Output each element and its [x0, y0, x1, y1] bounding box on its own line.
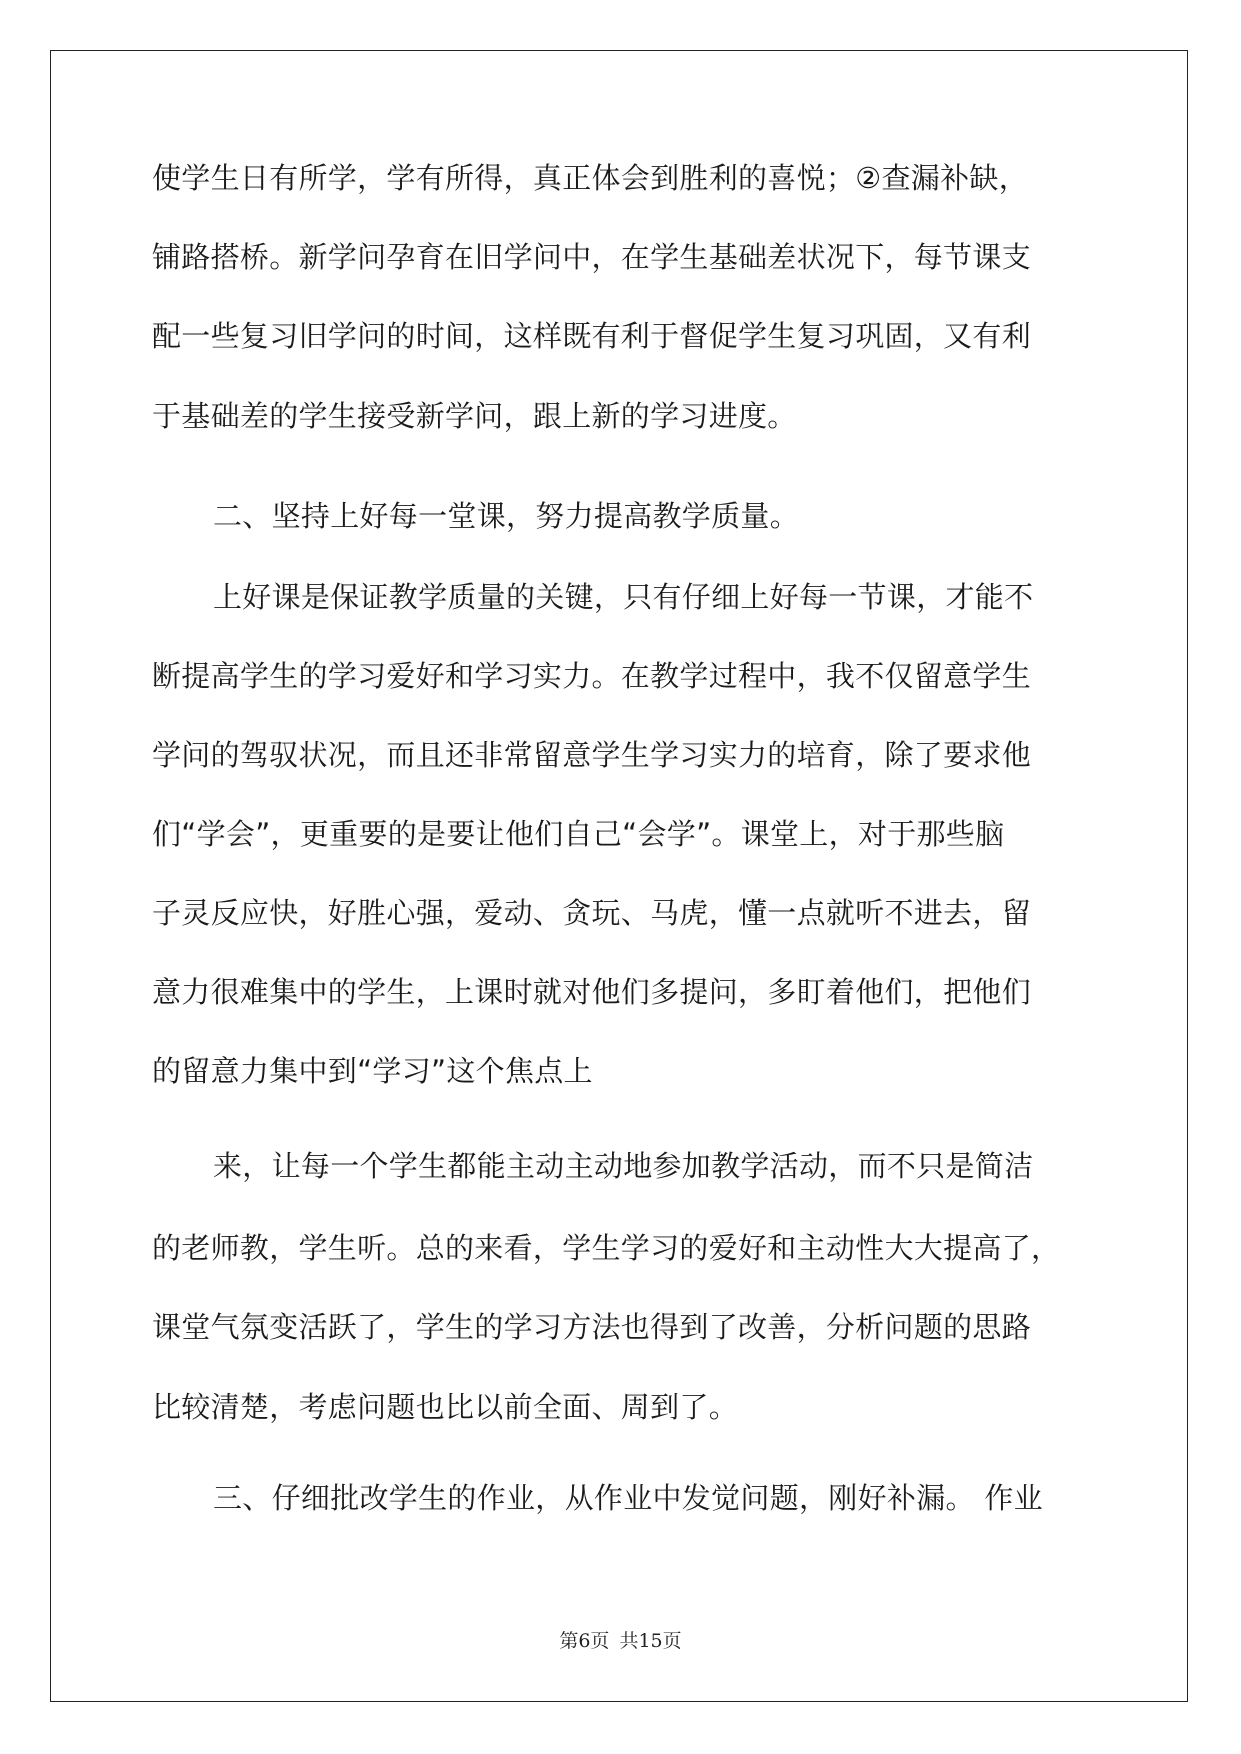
page-number: 第6页	[559, 1630, 610, 1652]
text-line: 课堂气氛变活跃了，学生的学习方法也得到了改善，分析问题的思路	[152, 1310, 1032, 1344]
text-line: 使学生日有所学，学有所得，真正体会到胜利的喜悦；②查漏补缺，	[152, 161, 1028, 195]
page-footer	[0, 1626, 1241, 1653]
section-heading: 三、仔细批改学生的作业，从作业中发觉问题，刚好补漏。 作业	[213, 1481, 1043, 1515]
text-line: 子灵反应快，好胜心强，爱动、贪玩、马虎，懂一点就听不进去，留	[152, 896, 1032, 930]
page-border	[50, 50, 1188, 1702]
section-heading: 二、坚持上好每一堂课，努力提高教学质量。	[213, 499, 800, 533]
text-line: 铺路搭桥。新学问孕育在旧学问中，在学生基础差状况下，每节课支	[152, 240, 1032, 274]
text-line: 的留意力集中到“学习”这个焦点上	[152, 1054, 593, 1088]
text-line: 上好课是保证教学质量的关键，只有仔细上好每一节课，才能不	[213, 580, 1034, 614]
text-line: 来，让每一个学生都能主动主动地参加教学活动，而不只是简洁	[213, 1149, 1034, 1183]
text-line: 配一些复习旧学问的时间，这样既有利于督促学生复习巩固，又有利	[152, 319, 1032, 353]
text-line: 学问的驾驭状况，而且还非常留意学生学习实力的培育，除了要求他	[152, 738, 1032, 772]
text-line: 们“学会”，更重要的是要让他们自己“会学”。课堂上，对于那些脑	[152, 817, 1005, 851]
text-line: 意力很难集中的学生，上课时就对他们多提问，多盯着他们，把他们	[152, 975, 1032, 1009]
page-total: 共15页	[619, 1630, 682, 1652]
text-line: 的老师教，学生听。总的来看，学生学习的爱好和主动性大大提高了，	[152, 1231, 1061, 1265]
text-line: 比较清楚，考虑问题也比以前全面、周到了。	[152, 1390, 739, 1424]
text-line: 断提高学生的学习爱好和学习实力。在教学过程中，我不仅留意学生	[152, 659, 1032, 693]
text-line: 于基础差的学生接受新学问，跟上新的学习进度。	[152, 399, 797, 433]
